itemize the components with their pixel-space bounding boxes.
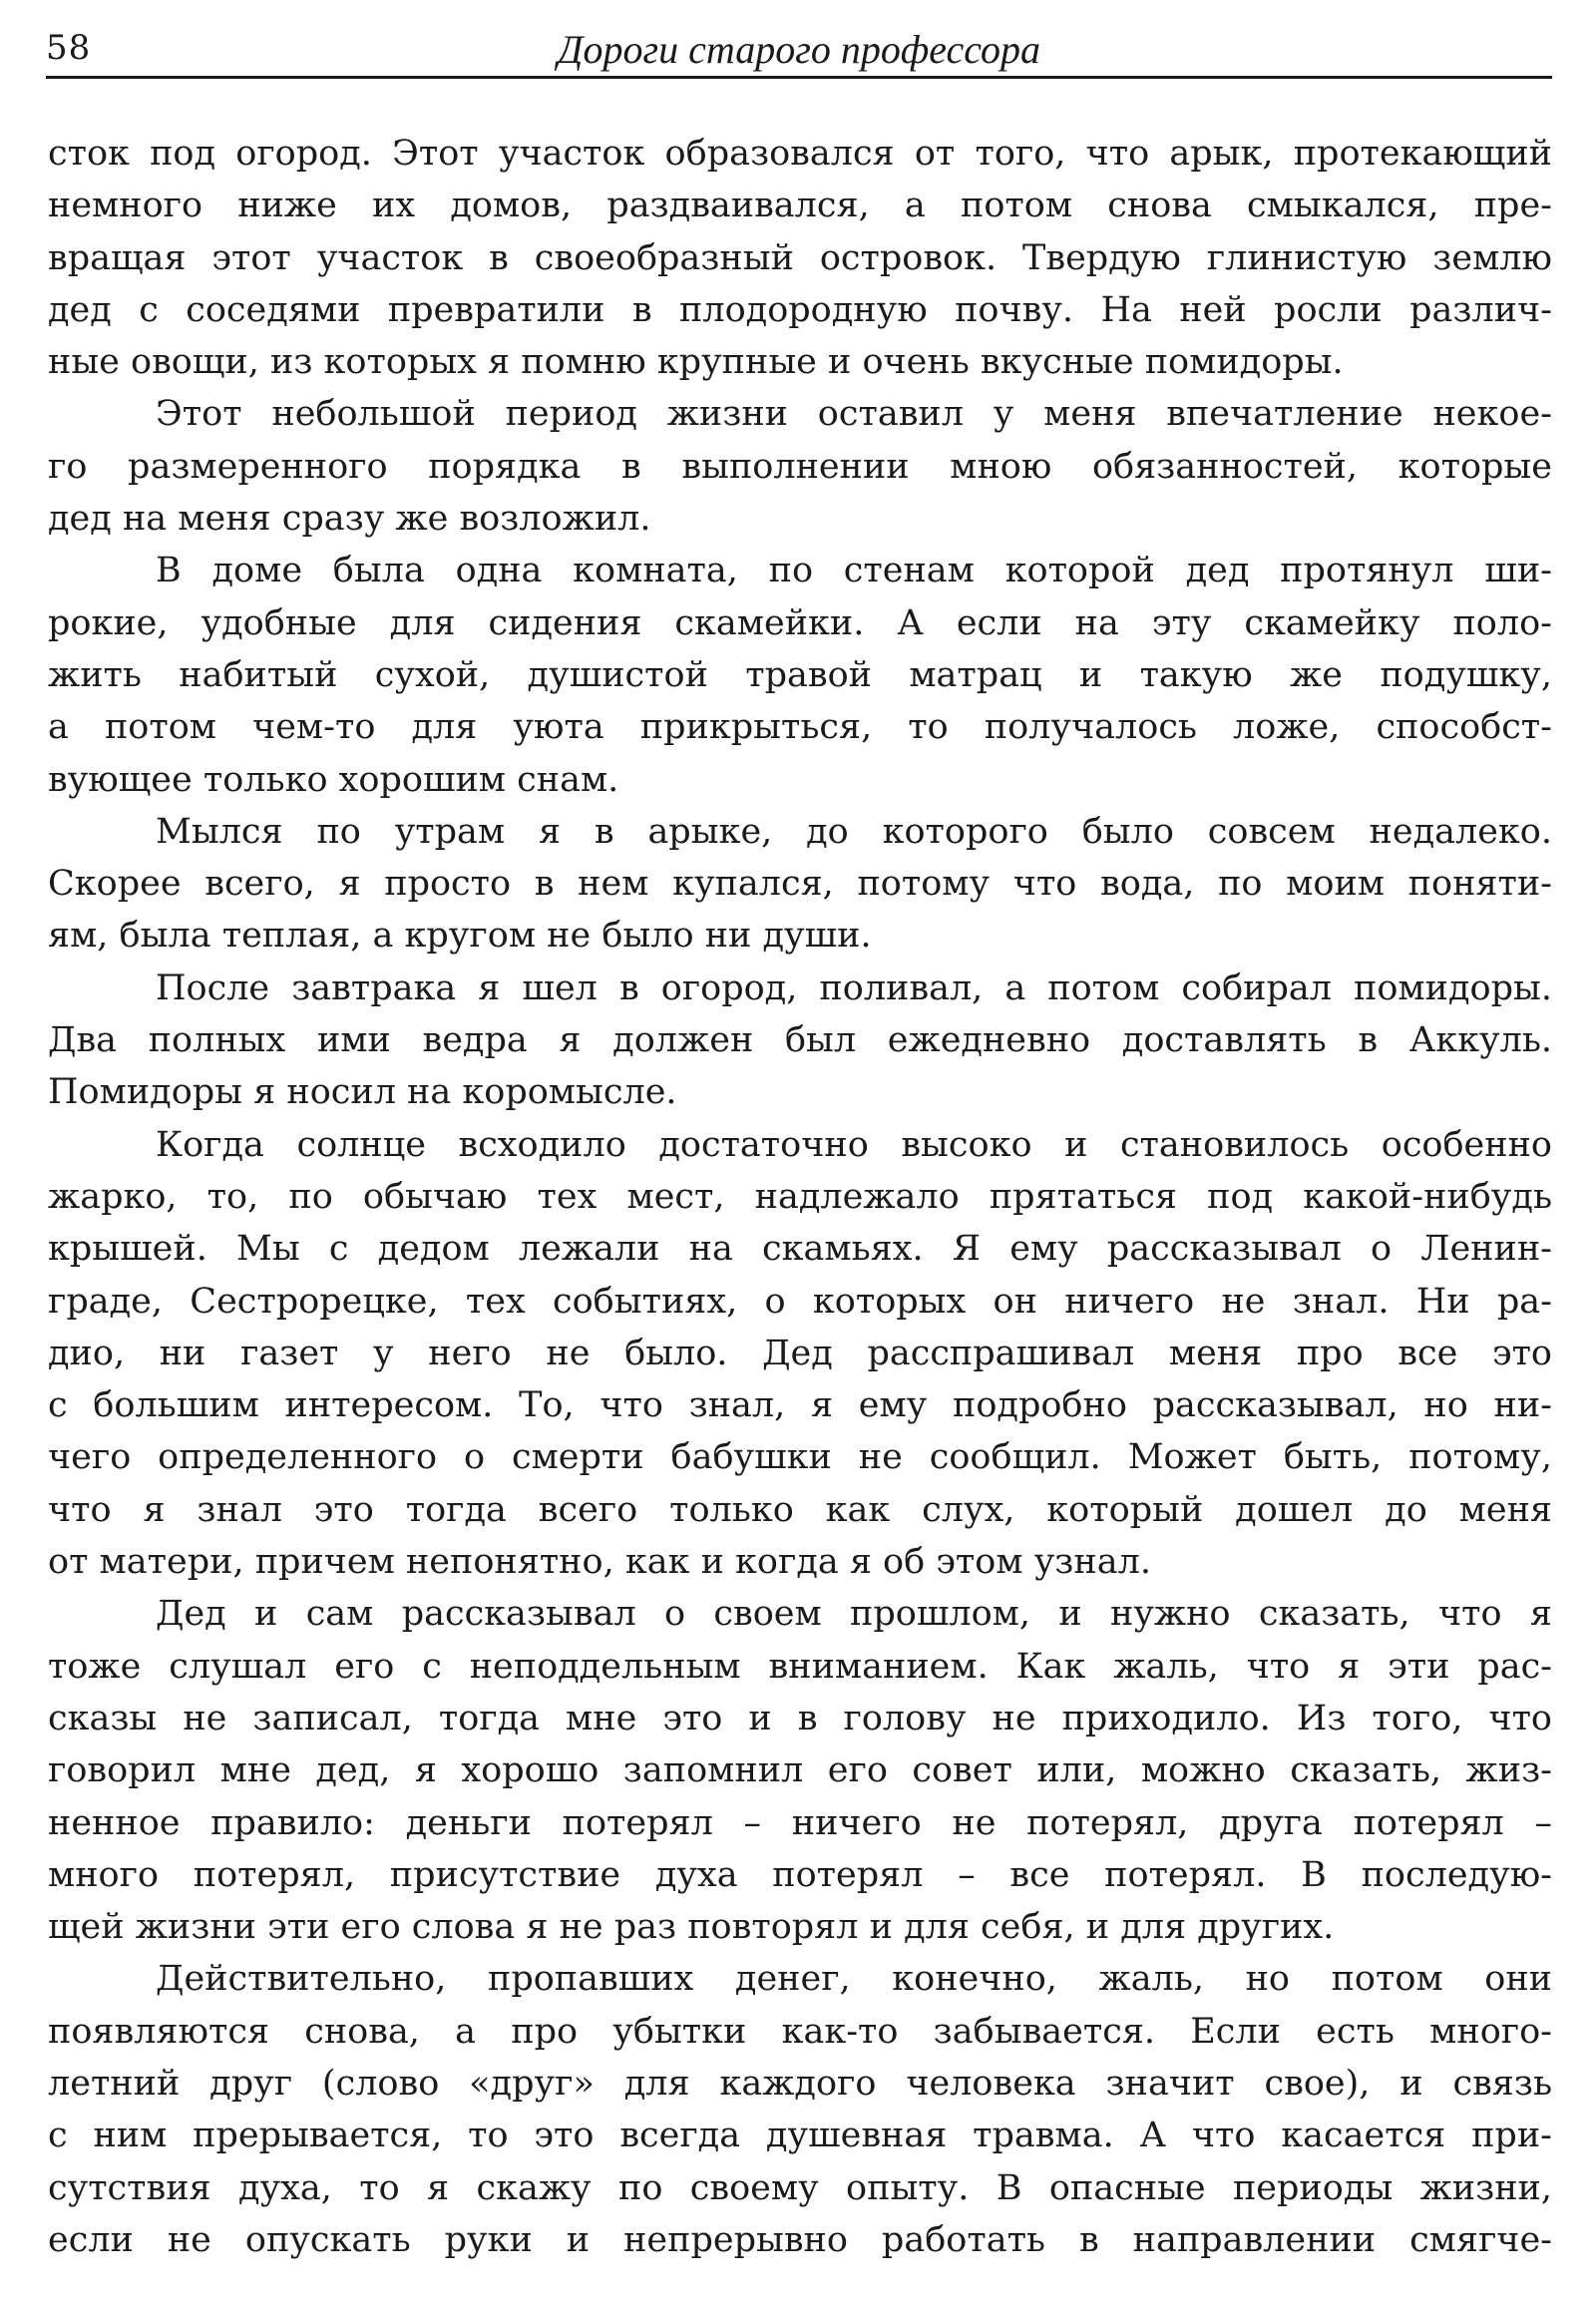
- text-line: Этот небольшой период жизни оставил у меня впечатление некое-: [156, 394, 1552, 435]
- text-line: щей жизни эти его слова я не раз повторял и для себя, и для других.: [48, 1907, 1335, 1948]
- text-line: вующее только хорошим снам.: [48, 759, 619, 800]
- text-line: появляются снова, а про убытки как-то забывается. Если есть много-: [48, 2011, 1552, 2052]
- text-line: говорил мне дед, я хорошо запомнил его совет или, можно сказать, жиз-: [48, 1750, 1552, 1791]
- text-line: дед на меня сразу же возложил.: [48, 499, 651, 540]
- text-line: если не опускать руки и непрерывно работать в направлении смягче-: [48, 2219, 1552, 2260]
- paragraph: [48, 963, 1552, 1119]
- text-line: крышей. Мы с дедом лежали на скамьях. Я ему рассказывал о Ленин-: [48, 1229, 1552, 1270]
- header-rule: [46, 76, 1552, 79]
- text-line: летний друг (слово «друг» для каждого человека значит свое), и связь: [48, 2063, 1552, 2104]
- text-line: Мылся по утрам я в арыке, до которого было совсем недалеко.: [156, 811, 1552, 852]
- text-line: Помидоры я носил на коромысле.: [48, 1072, 677, 1113]
- text-line: сток под огород. Этот участок образовался от того, что арык, протекающий: [48, 134, 1552, 174]
- running-head: [46, 22, 1552, 84]
- text-line: Дед и сам рассказывал о своем прошлом, и нужно сказать, что я: [156, 1594, 1552, 1635]
- paragraph: [48, 545, 1552, 805]
- text-line: ные овощи, из которых я помню крупные и очень вкусные помидоры.: [48, 342, 1344, 383]
- text-line: от матери, причем непонятно, как и когда я об этом узнал.: [48, 1542, 1151, 1583]
- book-title: Дороги старого профессора: [558, 27, 1040, 72]
- text-line: с большим интересом. То, что знал, я ему подробно рассказывал, но ни-: [48, 1385, 1552, 1426]
- text-line: ненное правило: деньги потерял – ничего не потерял, друга потерял –: [48, 1802, 1552, 1843]
- text-line: Два полных ими ведра я должен был ежедневно доставлять в Аккуль.: [48, 1020, 1552, 1061]
- paragraph: [48, 1119, 1552, 1589]
- text-line: много потерял, присутствие духа потерял – все потерял. В последую-: [48, 1854, 1552, 1895]
- text-line: тоже слушал его с неподдельным вниманием. Как жаль, что я эти рас-: [48, 1646, 1552, 1687]
- text-line: чего определенного о смерти бабушки не сообщил. Может быть, потому,: [48, 1437, 1552, 1478]
- text-line: го размеренного порядка в выполнении мною обязанностей, которые: [48, 446, 1552, 487]
- text-line: В доме была одна комната, по стенам которой дед протянул ши-: [156, 551, 1552, 591]
- text-line: Действительно, пропавших денег, конечно, жаль, но потом они: [156, 1959, 1552, 2000]
- text-line: Когда солнце всходило достаточно высоко и становилось особенно: [156, 1124, 1552, 1165]
- text-line: После завтрака я шел в огород, поливал, а потом собирал помидоры.: [156, 967, 1552, 1008]
- text-line: вращая этот участок в своеобразный островок. Твердую глинистую землю: [48, 237, 1552, 278]
- text-line: дед с соседями превратили в плодородную почву. На ней росли различ-: [48, 289, 1552, 330]
- text-line: жарко, то, по обычаю тех мест, надлежало прятаться под какой-нибудь: [48, 1176, 1552, 1217]
- paragraph: [48, 1953, 1552, 2266]
- text-line: ям, была теплая, а кругом не было ни души.: [48, 916, 872, 957]
- paragraph: [48, 1588, 1552, 1953]
- text-line: Скорее всего, я просто в нем купался, потому что вода, по моим поняти-: [48, 864, 1552, 905]
- text-line: граде, Сестрорецке, тех событиях, о которых он ничего не знал. Ни ра-: [48, 1281, 1552, 1322]
- text-line: а потом чем-то для уюта прикрыться, то получалось ложе, способст-: [48, 707, 1552, 748]
- body-text: [48, 128, 1552, 2266]
- text-line: сказы не записал, тогда мне это и в голову не приходило. Из того, что: [48, 1698, 1552, 1738]
- text-line: сутствия духа, то я скажу по своему опыту. В опасные периоды жизни,: [48, 2167, 1552, 2208]
- text-line: жить набитый сухой, душистой травой матрац и такую же подушку,: [48, 654, 1552, 695]
- text-line: дио, ни газет у него не было. Дед расспрашивал меня про все это: [48, 1333, 1552, 1373]
- text-line: что я знал это тогда всего только как слух, который дошел до меня: [48, 1489, 1552, 1530]
- page-number: 58: [46, 28, 92, 68]
- paragraph: [48, 388, 1552, 545]
- text-line: рокие, удобные для сидения скамейки. А если на эту скамейку поло-: [48, 602, 1552, 643]
- text-line: с ним прерывается, то это всегда душевная травма. А что касается при-: [48, 2116, 1552, 2156]
- text-line: немного ниже их домов, раздваивался, а потом снова смыкался, пре-: [48, 186, 1552, 226]
- paragraph: [48, 806, 1552, 963]
- paragraph: [48, 128, 1552, 388]
